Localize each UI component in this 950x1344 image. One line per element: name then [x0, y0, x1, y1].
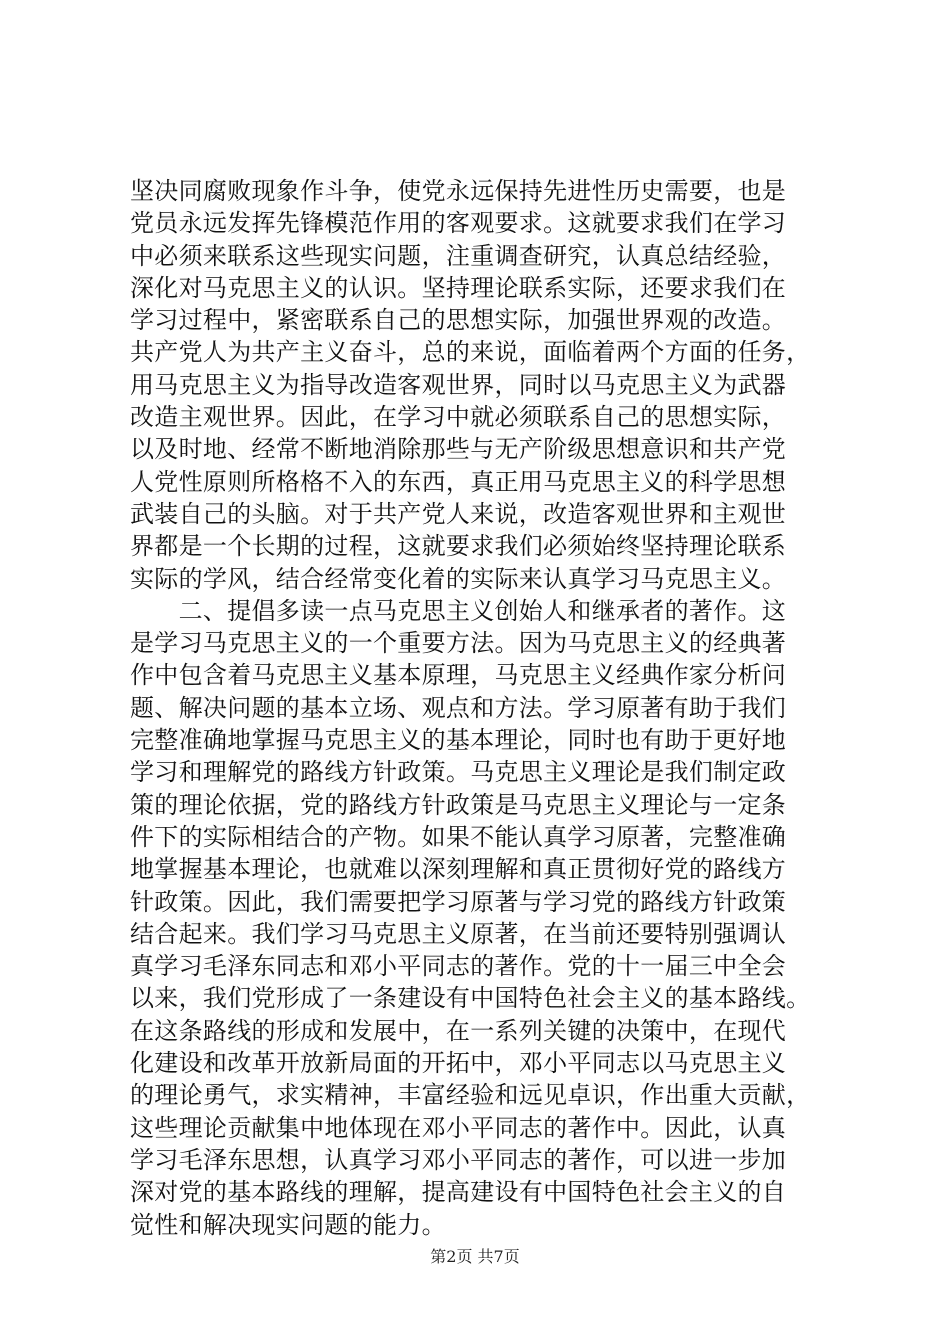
text-line: 深化对马克思主义的认识。坚持理论联系实际，还要求我们在: [130, 273, 787, 302]
text-line: 完整准确地掌握马克思主义的基本理论，同时也有助于更好地: [130, 726, 787, 755]
text-line: 在这条路线的形成和发展中，在一系列关键的决策中，在现代: [130, 1016, 787, 1045]
text-line: 学习过程中，紧密联系自己的思想实际，加强世界观的改造。: [130, 306, 787, 335]
text-line: 这些理论贡献集中地体现在邓小平同志的著作中。因此，认真: [130, 1113, 787, 1142]
body-text: [130, 175, 830, 1241]
text-line: 党员永远发挥先锋模范作用的客观要求。这就要求我们在学习: [130, 209, 787, 238]
text-line: 二、提倡多读一点马克思主义创始人和继承者的著作。这: [130, 596, 787, 625]
text-line: 深对党的基本路线的理解，提高建设有中国特色社会主义的自: [130, 1178, 787, 1207]
page-footer: 第2页 共7页: [430, 1247, 520, 1266]
text-line: 觉性和解决现实问题的能力。: [130, 1210, 446, 1239]
text-line: 共产党人为共产主义奋斗，总的来说，面临着两个方面的任务，: [130, 338, 811, 367]
text-line: 以来，我们党形成了一条建设有中国特色社会主义的基本路线。: [130, 984, 811, 1013]
text-line: 真学习毛泽东同志和邓小平同志的著作。党的十一届三中全会: [130, 952, 787, 981]
text-line: 改造主观世界。因此，在学习中就必须联系自己的思想实际，: [130, 403, 787, 432]
text-line: 地掌握基本理论，也就难以深刻理解和真正贯彻好党的路线方: [130, 855, 787, 884]
text-line: 坚决同腐败现象作斗争，使党永远保持先进性历史需要，也是: [130, 177, 787, 205]
text-line: 人党性原则所格格不入的东西，真正用马克思主义的科学思想: [130, 467, 787, 496]
text-line: 用马克思主义为指导改造客观世界，同时以马克思主义为武器: [130, 370, 787, 399]
text-line: 学习毛泽东思想，认真学习邓小平同志的著作，可以进一步加: [130, 1145, 787, 1174]
text-line: 针政策。因此，我们需要把学习原著与学习党的路线方针政策: [130, 887, 787, 916]
text-line: 中必须来联系这些现实问题，注重调查研究，认真总结经验，: [130, 241, 787, 270]
text-line: 策的理论依据，党的路线方针政策是马克思主义理论与一定条: [130, 790, 787, 819]
text-line: 题、解决问题的基本立场、观点和方法。学习原著有助于我们: [130, 693, 787, 722]
text-line: 学习和理解党的路线方针政策。马克思主义理论是我们制定政: [130, 758, 787, 787]
text-line: 化建设和改革开放新局面的开拓中，邓小平同志以马克思主义: [130, 1049, 787, 1078]
text-line: 界都是一个长期的过程，这就要求我们必须始终坚持理论联系: [130, 532, 787, 561]
text-line: 作中包含着马克思主义基本原理，马克思主义经典作家分析问: [130, 661, 787, 690]
text-line: 的理论勇气，求实精神，丰富经验和远见卓识，作出重大贡献，: [130, 1081, 811, 1110]
text-line: 以及时地、经常不断地消除那些与无产阶级思想意识和共产党: [130, 435, 787, 464]
text-line: 结合起来。我们学习马克思主义原著，在当前还要特别强调认: [130, 919, 787, 948]
text-line: 武装自己的头脑。对于共产党人来说，改造客观世界和主观世: [130, 499, 787, 528]
text-line: 实际的学风，结合经常变化着的实际来认真学习马克思主义。: [130, 564, 787, 593]
text-line: 件下的实际相结合的产物。如果不能认真学习原著，完整准确: [130, 822, 787, 851]
text-line: 是学习马克思主义的一个重要方法。因为马克思主义的经典著: [130, 629, 787, 658]
